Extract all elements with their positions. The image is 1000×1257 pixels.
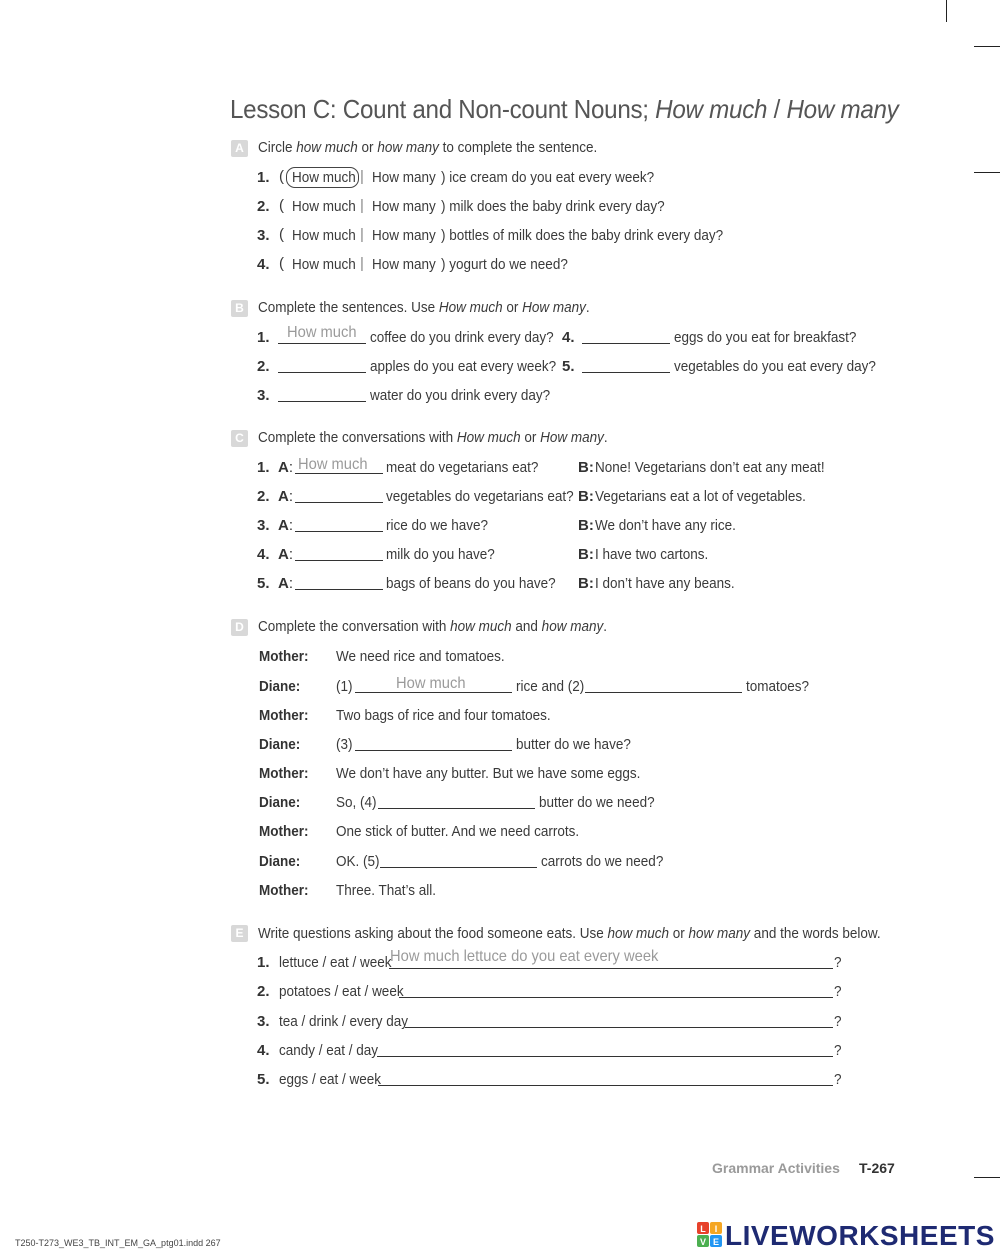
section-c-badge: C [231, 430, 248, 447]
answer-blank[interactable] [585, 692, 742, 693]
option-how-many[interactable]: How many [372, 256, 436, 273]
footer-label: Grammar Activities [712, 1160, 840, 1176]
answer-blank[interactable] [295, 560, 383, 561]
file-name: T250-T273_WE3_TB_INT_EM_GA_ptg01.indd 267 [15, 1238, 221, 1248]
section-b-badge: B [231, 300, 248, 317]
answer-blank[interactable] [582, 343, 670, 344]
answer-blank[interactable] [405, 1027, 833, 1028]
answer-blank[interactable] [377, 1056, 833, 1057]
section-e-instruction: Write questions asking about the food someone eats. Use how much or how many and the words below. [258, 925, 881, 942]
crop-mark [974, 172, 1000, 173]
svg-text:I: I [714, 1224, 718, 1234]
crop-mark [974, 46, 1000, 47]
section-d-badge: D [231, 619, 248, 636]
handwritten-answer: How much [298, 456, 368, 473]
answer-blank[interactable] [278, 372, 366, 373]
option-how-much[interactable]: How much [292, 227, 356, 244]
section-c-instruction: Complete the conversations with How much or How many. [258, 429, 608, 446]
answer-blank[interactable] [295, 589, 383, 590]
page-number: T-267 [859, 1160, 895, 1176]
svg-text:V: V [699, 1237, 707, 1247]
answer-blank[interactable] [355, 750, 512, 751]
option-how-many[interactable]: How many [372, 227, 436, 244]
answer-blank[interactable] [278, 401, 366, 402]
answer-blank[interactable] [295, 531, 383, 532]
answer-blank[interactable] [380, 867, 537, 868]
liveworksheets-logo-icon [697, 1222, 723, 1253]
svg-text:L: L [700, 1224, 706, 1234]
crop-mark [946, 0, 947, 22]
option-how-much[interactable]: How much [292, 198, 356, 215]
page-title: Lesson C: Count and Non-count Nouns; How much / How many [230, 94, 899, 124]
handwritten-answer: How much lettuce do you eat every week [390, 948, 659, 965]
answer-blank[interactable] [378, 808, 535, 809]
answer-blank[interactable] [389, 968, 833, 969]
liveworksheets-wordmark[interactable]: LIVEWORKSHEETS [725, 1220, 995, 1251]
section-d-instruction: Complete the conversation with how much and how many. [258, 618, 607, 635]
handwritten-answer: How much [396, 675, 466, 692]
svg-text:E: E [712, 1237, 720, 1247]
answer-blank[interactable] [399, 997, 833, 998]
section-b-instruction: Complete the sentences. Use How much or How many. [258, 299, 590, 316]
answer-blank[interactable] [582, 372, 670, 373]
section-a-instruction: Circle how much or how many to complete the sentence. [258, 139, 598, 156]
section-e-badge: E [231, 925, 248, 942]
answer-blank[interactable] [278, 343, 366, 344]
crop-mark [974, 1177, 1000, 1178]
handwritten-answer: How much [287, 324, 357, 341]
option-how-many[interactable]: How many [372, 169, 436, 186]
section-a-badge: A [231, 140, 248, 157]
option-how-much[interactable]: How much [292, 256, 356, 273]
option-how-much[interactable]: How much [292, 169, 356, 186]
answer-blank[interactable] [295, 502, 383, 503]
answer-blank[interactable] [378, 1085, 833, 1086]
option-how-many[interactable]: How many [372, 198, 436, 215]
